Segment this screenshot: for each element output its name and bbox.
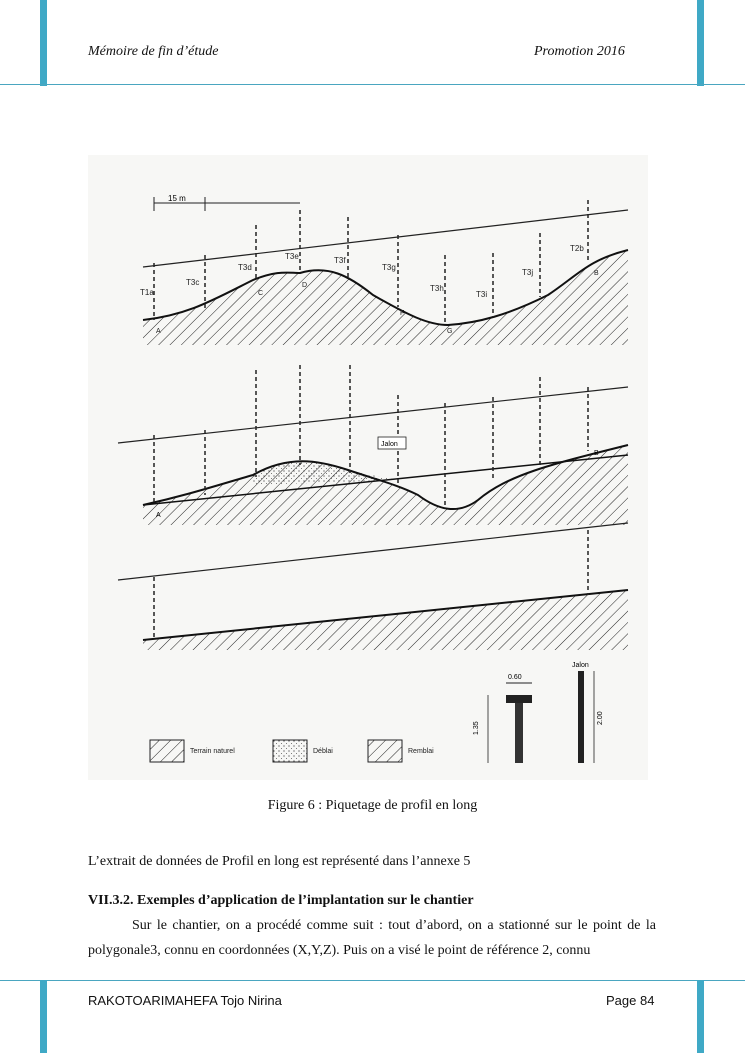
annex-reference: L’extrait de données de Profil en long est représenté dans l’annexe 5 bbox=[88, 854, 471, 869]
header-right: Promotion 2016 bbox=[534, 44, 625, 59]
point-label: G bbox=[447, 328, 453, 335]
jalon-box-label: Jalon bbox=[381, 441, 398, 448]
stake-label: T3i bbox=[476, 290, 488, 299]
footer-author: RAKOTOARIMAHEFA Tojo Nirina bbox=[88, 993, 282, 1008]
point-label: C bbox=[258, 290, 264, 297]
stake-label: T3g bbox=[382, 263, 396, 272]
point-label: D bbox=[302, 282, 308, 289]
stake-label: T3h bbox=[430, 284, 444, 293]
frame-bar-bottom-left bbox=[40, 980, 47, 1053]
point-label: A bbox=[156, 512, 161, 519]
stake-label: T3j bbox=[522, 268, 534, 277]
header-rule bbox=[0, 84, 745, 85]
stake-label: T3e bbox=[285, 252, 299, 261]
point-label: B bbox=[594, 270, 599, 277]
point-label: F bbox=[400, 310, 405, 317]
legend-label: Terrain naturel bbox=[190, 748, 235, 755]
figure-caption: Figure 6 : Piquetage de profil en long bbox=[267, 798, 478, 813]
frame-bar-bottom-right bbox=[697, 980, 704, 1053]
jalon-label: Jalon bbox=[572, 662, 589, 669]
jalon-height-label: 2.00 bbox=[597, 711, 604, 725]
body-paragraph bbox=[88, 913, 656, 963]
frame-bar-top-right bbox=[697, 0, 704, 86]
spacing-label: 15 m bbox=[168, 194, 186, 203]
point-label: A bbox=[156, 328, 161, 335]
legend-label: Remblai bbox=[408, 748, 434, 755]
footer-page: Page 84 bbox=[606, 993, 655, 1008]
header-left: Mémoire de fin d’étude bbox=[88, 44, 219, 59]
stake-label: T1a bbox=[140, 288, 154, 297]
body-paragraph-text: Sur le chantier, on a procédé comme suit : tout d’abord, on a stationné sur le point de la polygonale3, connu en coordonnées (X,Y,Z). Puis on a visé le point de référence 2, connu bbox=[88, 918, 656, 958]
legend-label: Déblai bbox=[313, 748, 333, 755]
point-label: B bbox=[594, 450, 599, 457]
footer-rule bbox=[0, 980, 745, 981]
profile-figure bbox=[88, 155, 648, 780]
stake-label: T3f bbox=[334, 256, 346, 265]
frame-bar-top-left bbox=[40, 0, 47, 86]
stake-label: T2b bbox=[570, 244, 584, 253]
stake-label: T3d bbox=[238, 263, 252, 272]
tool-width-label: 0.60 bbox=[508, 674, 522, 681]
section-heading: VII.3.2. Exemples d’application de l’implantation sur le chantier bbox=[88, 893, 474, 908]
stake-label: T3c bbox=[186, 278, 200, 287]
tool-height-label: 1.35 bbox=[473, 721, 480, 735]
